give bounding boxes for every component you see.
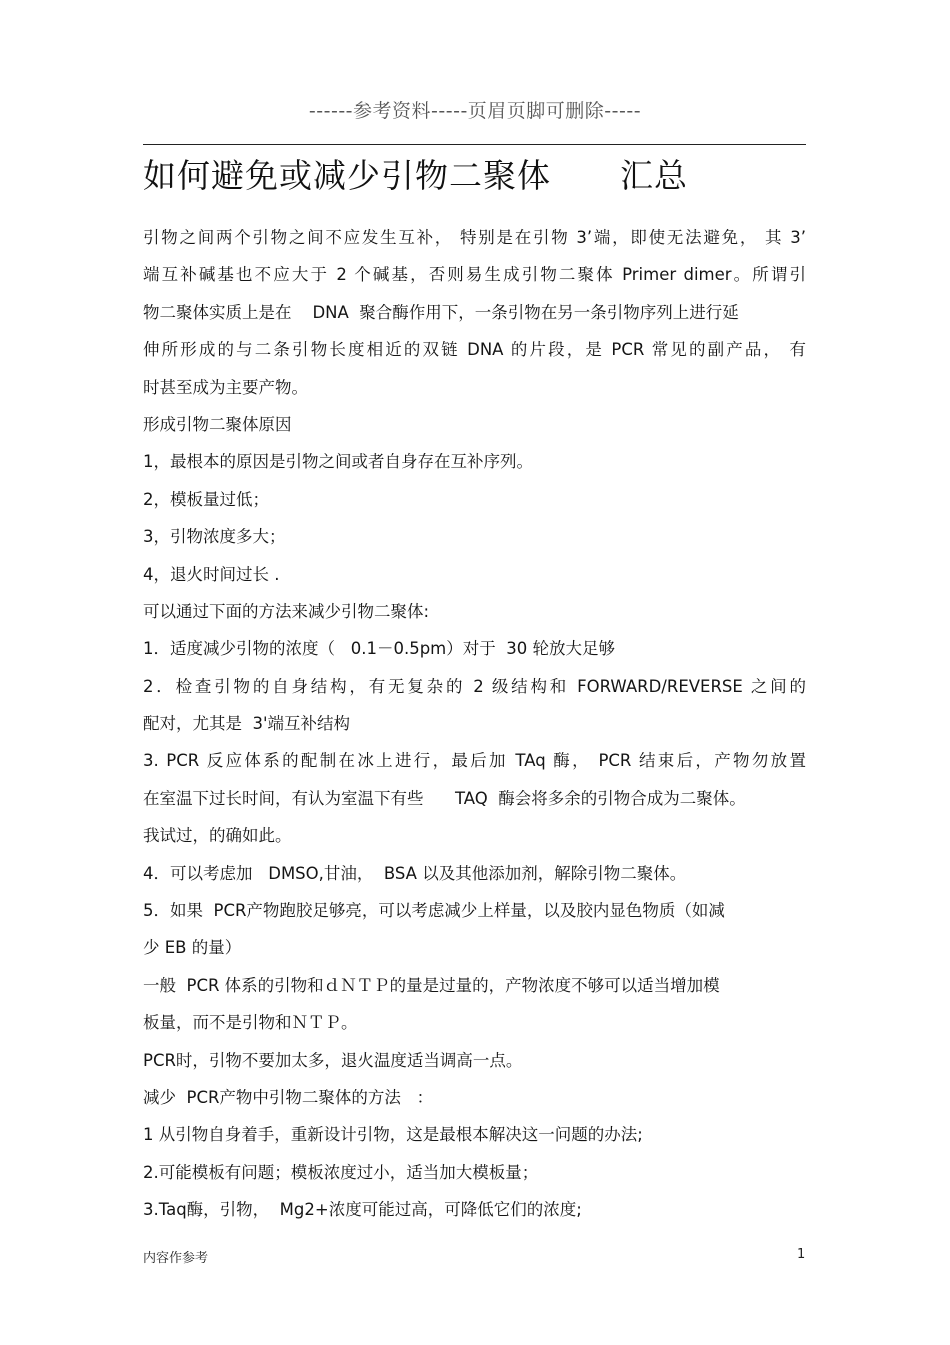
text-line: 物二聚体实质上是在 DNA 聚合酶作用下，一条引物在另一条引物序列上进行延 [143, 302, 739, 322]
text-line: 2．检查引物的自身结构，有无复杂的 2 级结构和 FORWARD/REVERSE 之间的 [143, 676, 806, 696]
text-line: 4，退火时间过长 . [143, 564, 280, 584]
text-line: 在室温下过长时间，有认为室温下有些 TAQ 酶会将多余的引物合成为二聚体。 [143, 788, 746, 808]
text-line: 板量，而不是引物和ＮＴＰ。 [143, 1013, 358, 1033]
header-rule [143, 144, 806, 145]
text-line: 伸所形成的与二条引物长度相近的双链 DNA 的片段，是 PCR 常见的副产品， 有 [143, 340, 806, 360]
document-body [143, 219, 806, 1229]
text-line: 1．适度减少引物的浓度（ 0.1－0.5pm）对于 30 轮放大足够 [143, 639, 615, 659]
text-line: 一般 PCR 体系的引物和ｄＮＴＰ的量是过量的，产物浓度不够可以适当增加模 [143, 975, 720, 995]
text-line: 2，模板量过低； [143, 489, 269, 509]
text-line: 引物之间两个引物之间不应发生互补， 特别是在引物 3’端，即使无法避免， 其 3’ [143, 228, 806, 247]
text-line: 减少 PCR产物中引物二聚体的方法 ： [143, 1087, 434, 1107]
text-line: 配对，尤其是 3'端互补结构 [143, 714, 351, 734]
page-header: ------参考资料-----页眉页脚可删除----- [308, 100, 642, 122]
text-line: 1 从引物自身着手，重新设计引物，这是最根本解决这一问题的办法; [143, 1125, 643, 1145]
document-title: 如何避免或减少引物二聚体 汇总 [143, 156, 688, 195]
text-line: 4．可以考虑加 DMSO,甘油， BSA 以及其他添加剂，解除引物二聚体。 [143, 863, 687, 883]
text-line: 可以通过下面的方法来减少引物二聚体: [143, 601, 430, 621]
text-line: 形成引物二聚体原因 [143, 414, 292, 434]
text-line: PCR时，引物不要加太多，退火温度适当调高一点。 [143, 1050, 523, 1070]
page-number: 1 [797, 1247, 806, 1262]
text-line: 1，最根本的原因是引物之间或者自身存在互补序列。 [143, 452, 533, 472]
text-line: 3.Taq酶，引物， Mg2+浓度可能过高，可降低它们的浓度; [143, 1200, 582, 1220]
text-line: 端互补碱基也不应大于 2 个碱基，否则易生成引物二聚体 Primer dimer。所谓引 [143, 265, 806, 285]
text-line: 3. PCR 反应体系的配制在冰上进行，最后加 TAq 酶， PCR 结束后，产物勿放置 [143, 751, 806, 771]
footer-note: 内容作参考 [143, 1251, 209, 1266]
text-line: 我试过，的确如此。 [143, 826, 292, 846]
text-line: 少 EB 的量） [143, 938, 242, 958]
text-line: 5．如果 PCR产物跑胶足够亮，可以考虑减少上样量，以及胶内显色物质（如减 [143, 901, 725, 921]
text-line: 3，引物浓度多大； [143, 527, 286, 547]
text-line: 时甚至成为主要产物。 [143, 377, 308, 397]
text-line: 2.可能模板有问题；模板浓度过小，适当加大模板量； [143, 1162, 539, 1182]
